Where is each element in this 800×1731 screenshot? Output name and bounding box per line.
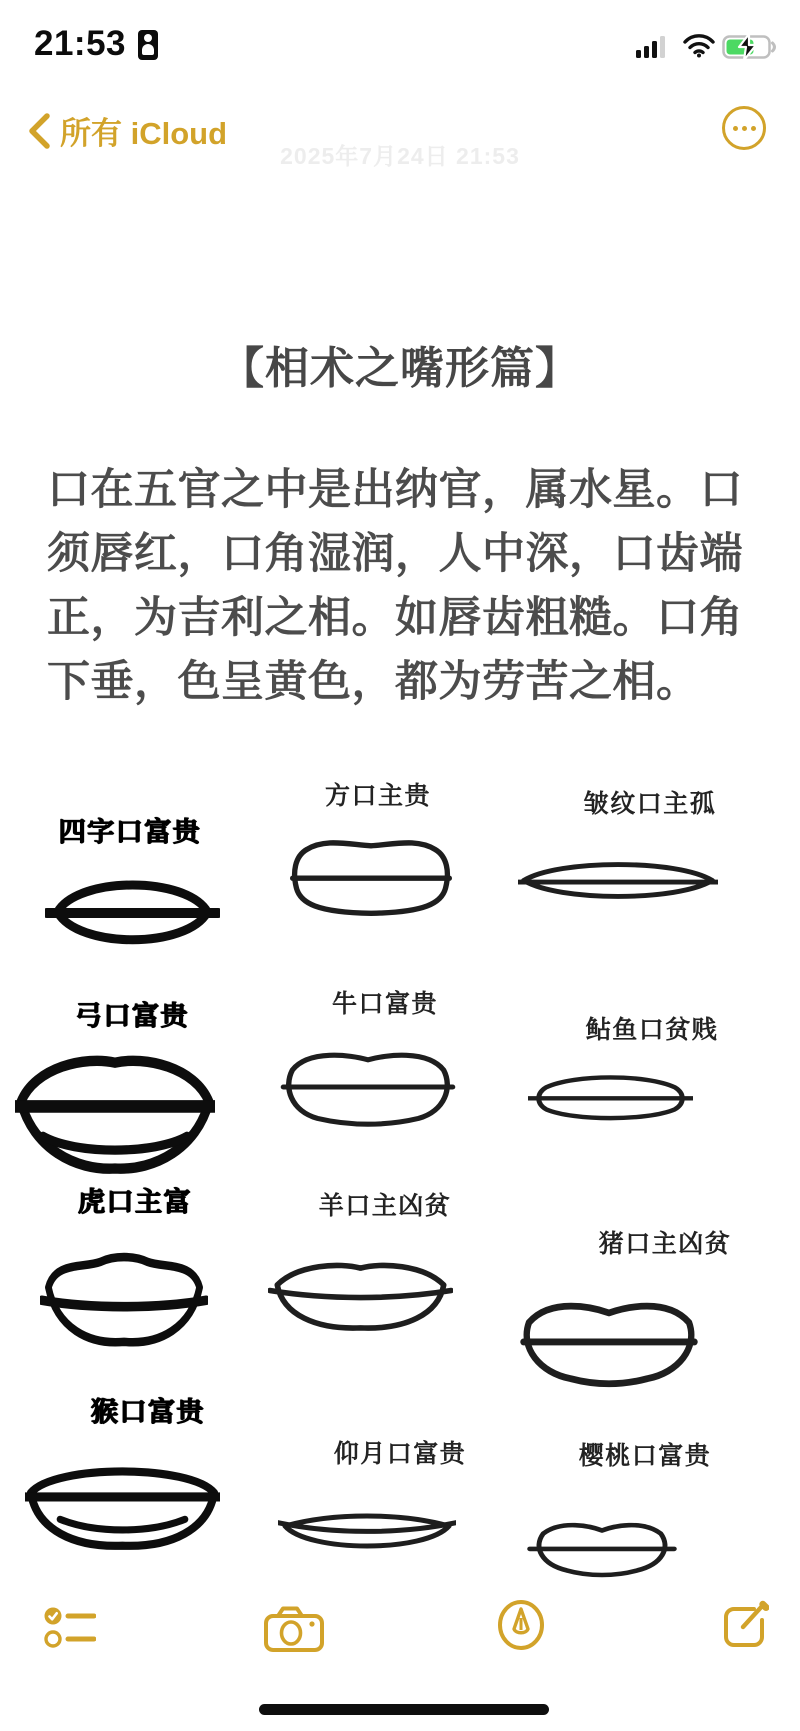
paragraph-line: 须唇红，口角湿润，人中深，口齿端 [47,530,743,578]
moon-mouth-figure [278,1486,456,1586]
paragraph-line: 下垂，色呈黄色，都为劳苦之相。 [47,658,700,706]
toolbar-camera-button[interactable] [264,1606,324,1653]
cherry-mouth-figure [518,1506,686,1598]
mouth-label: 四字口富贵 [58,817,202,847]
camera-icon [264,1606,324,1653]
mouth-label: 虎口主富 [78,1187,192,1217]
note-paragraph [47,458,767,714]
paragraph-line: 正，为吉利之相。如唇齿粗糙。口角 [47,594,743,642]
mouth-label: 樱桃口富贵 [578,1442,712,1470]
toolbar-markup-button[interactable] [497,1600,545,1650]
lens-mouth-figure [45,852,220,972]
note-title: 【相术之嘴形篇】 [220,344,580,393]
back-label: 所有 iCloud [60,116,228,151]
status-time: 21:53 [34,24,127,63]
mouth-label: 羊口主凶贫 [318,1192,452,1220]
paragraph-line: 口在五官之中是出纳官，属水星。口 [47,466,743,514]
checklist-icon [44,1602,96,1654]
monkey-mouth-figure [25,1442,220,1564]
pig-mouth-figure [518,1282,700,1398]
wifi-icon [682,34,716,58]
mouth-label: 鲇鱼口贫贱 [585,1016,719,1044]
toolbar-compose-button[interactable] [722,1600,769,1649]
mouth-label: 弓口富贵 [75,1001,189,1031]
status-badge-icon [138,30,158,60]
note-date: 2025年7月24日 21:53 [280,143,520,169]
markup-pen-icon [497,1600,545,1650]
bow-mouth-figure [15,1042,215,1180]
goat-mouth-figure [268,1242,453,1354]
cellular-signal-icon [636,36,670,58]
toolbar-checklist-button[interactable] [44,1602,96,1654]
tiger-mouth-figure [40,1232,208,1360]
mouth-label: 仰月口富贵 [333,1440,467,1468]
home-indicator[interactable] [259,1704,549,1715]
mouth-label: 猴口富贵 [91,1397,205,1427]
mouth-label: 方口主贵 [324,782,431,810]
ox-mouth-figure [278,1036,458,1138]
battery-charging-icon [722,34,780,60]
square-mouth-figure [282,826,460,934]
ellipsis-icon [733,126,756,131]
wrinkle-mouth-figure [518,838,718,936]
compose-icon [722,1600,769,1649]
mouth-label: 皱纹口主孤 [583,790,717,818]
mouth-label: 猪口主凶贫 [598,1230,732,1258]
catfish-mouth-figure [528,1058,693,1146]
mouth-label: 牛口富贵 [331,990,438,1018]
